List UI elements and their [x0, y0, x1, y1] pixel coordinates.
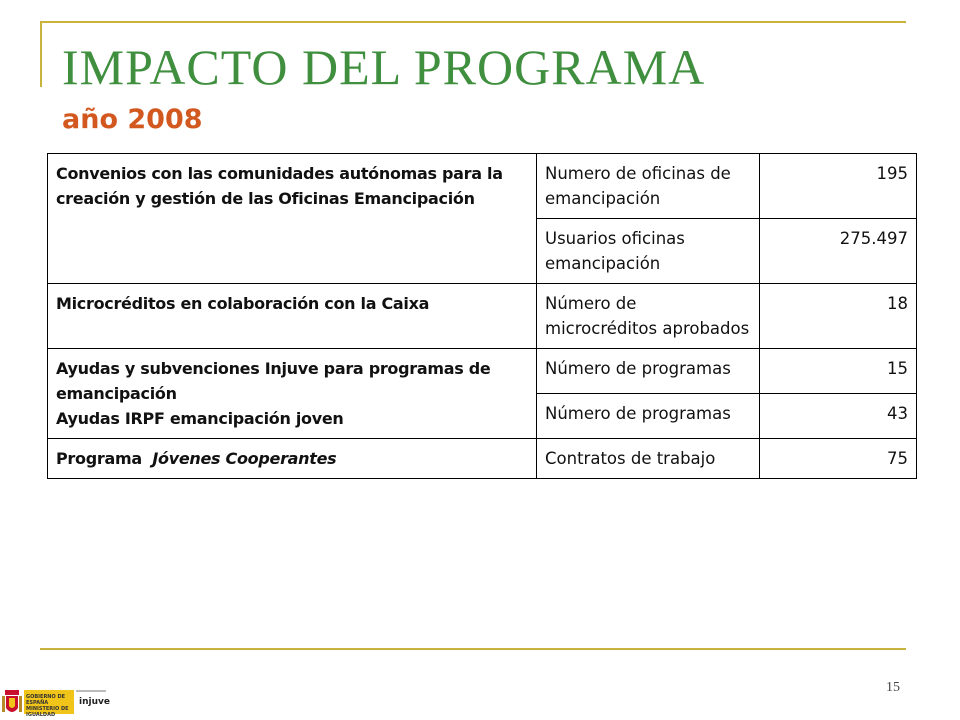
metric-label-cell: Número de microcréditos aprobados: [537, 284, 760, 349]
metric-label-cell: Número de programas: [537, 349, 760, 394]
program-name: Ayudas IRPF emancipación joven: [56, 409, 344, 428]
metric-label-cell: Contratos de trabajo: [537, 439, 760, 479]
table-row: [48, 439, 917, 479]
table-row: [48, 349, 917, 394]
metric-label-cell: Numero de oficinas de emancipación: [537, 154, 760, 219]
program-cell: [48, 154, 537, 284]
metric-value-cell: 195: [760, 154, 917, 219]
program-prefix: Programa: [56, 449, 153, 468]
metric-value-cell: 275.497: [760, 219, 917, 284]
frame-bottom-line: [40, 648, 906, 650]
page-number: 15: [886, 680, 900, 695]
slide-subtitle: año 2008: [62, 104, 203, 135]
frame-top-line: [40, 21, 906, 23]
program-cell: [48, 284, 537, 349]
footer-logos: [0, 688, 110, 718]
program-name: Microcréditos en colaboración con la Caixa: [56, 294, 430, 313]
metric-label-cell: Número de programas: [537, 394, 760, 439]
frame-left-line: [40, 21, 42, 87]
metric-value-cell: 75: [760, 439, 917, 479]
metric-value-cell: 43: [760, 394, 917, 439]
spain-coat-of-arms-icon: [2, 688, 22, 718]
metric-value-cell: 18: [760, 284, 917, 349]
injuve-logo: injuve: [79, 697, 110, 707]
table-row: [48, 154, 917, 219]
logo-divider: [76, 690, 106, 692]
gobierno-logo-text: GOBIERNO DE ESPAÑA MINISTERIO DE IGUALDAD: [26, 694, 69, 718]
program-name-italic: Jóvenes Cooperantes: [152, 449, 337, 468]
program-cell: [48, 439, 537, 479]
program-name: Ayudas y subvenciones Injuve para programas de emancipación: [56, 359, 491, 403]
impact-table: [47, 153, 917, 479]
metric-value-cell: 15: [760, 349, 917, 394]
slide-title: IMPACTO DEL PROGRAMA: [62, 39, 706, 95]
program-name: Convenios con las comunidades autónomas para la creación y gestión de las Oficinas Emancipación: [56, 164, 503, 208]
program-cell: [48, 349, 537, 439]
metric-label-cell: Usuarios oficinas emancipación: [537, 219, 760, 284]
table-row: [48, 284, 917, 349]
